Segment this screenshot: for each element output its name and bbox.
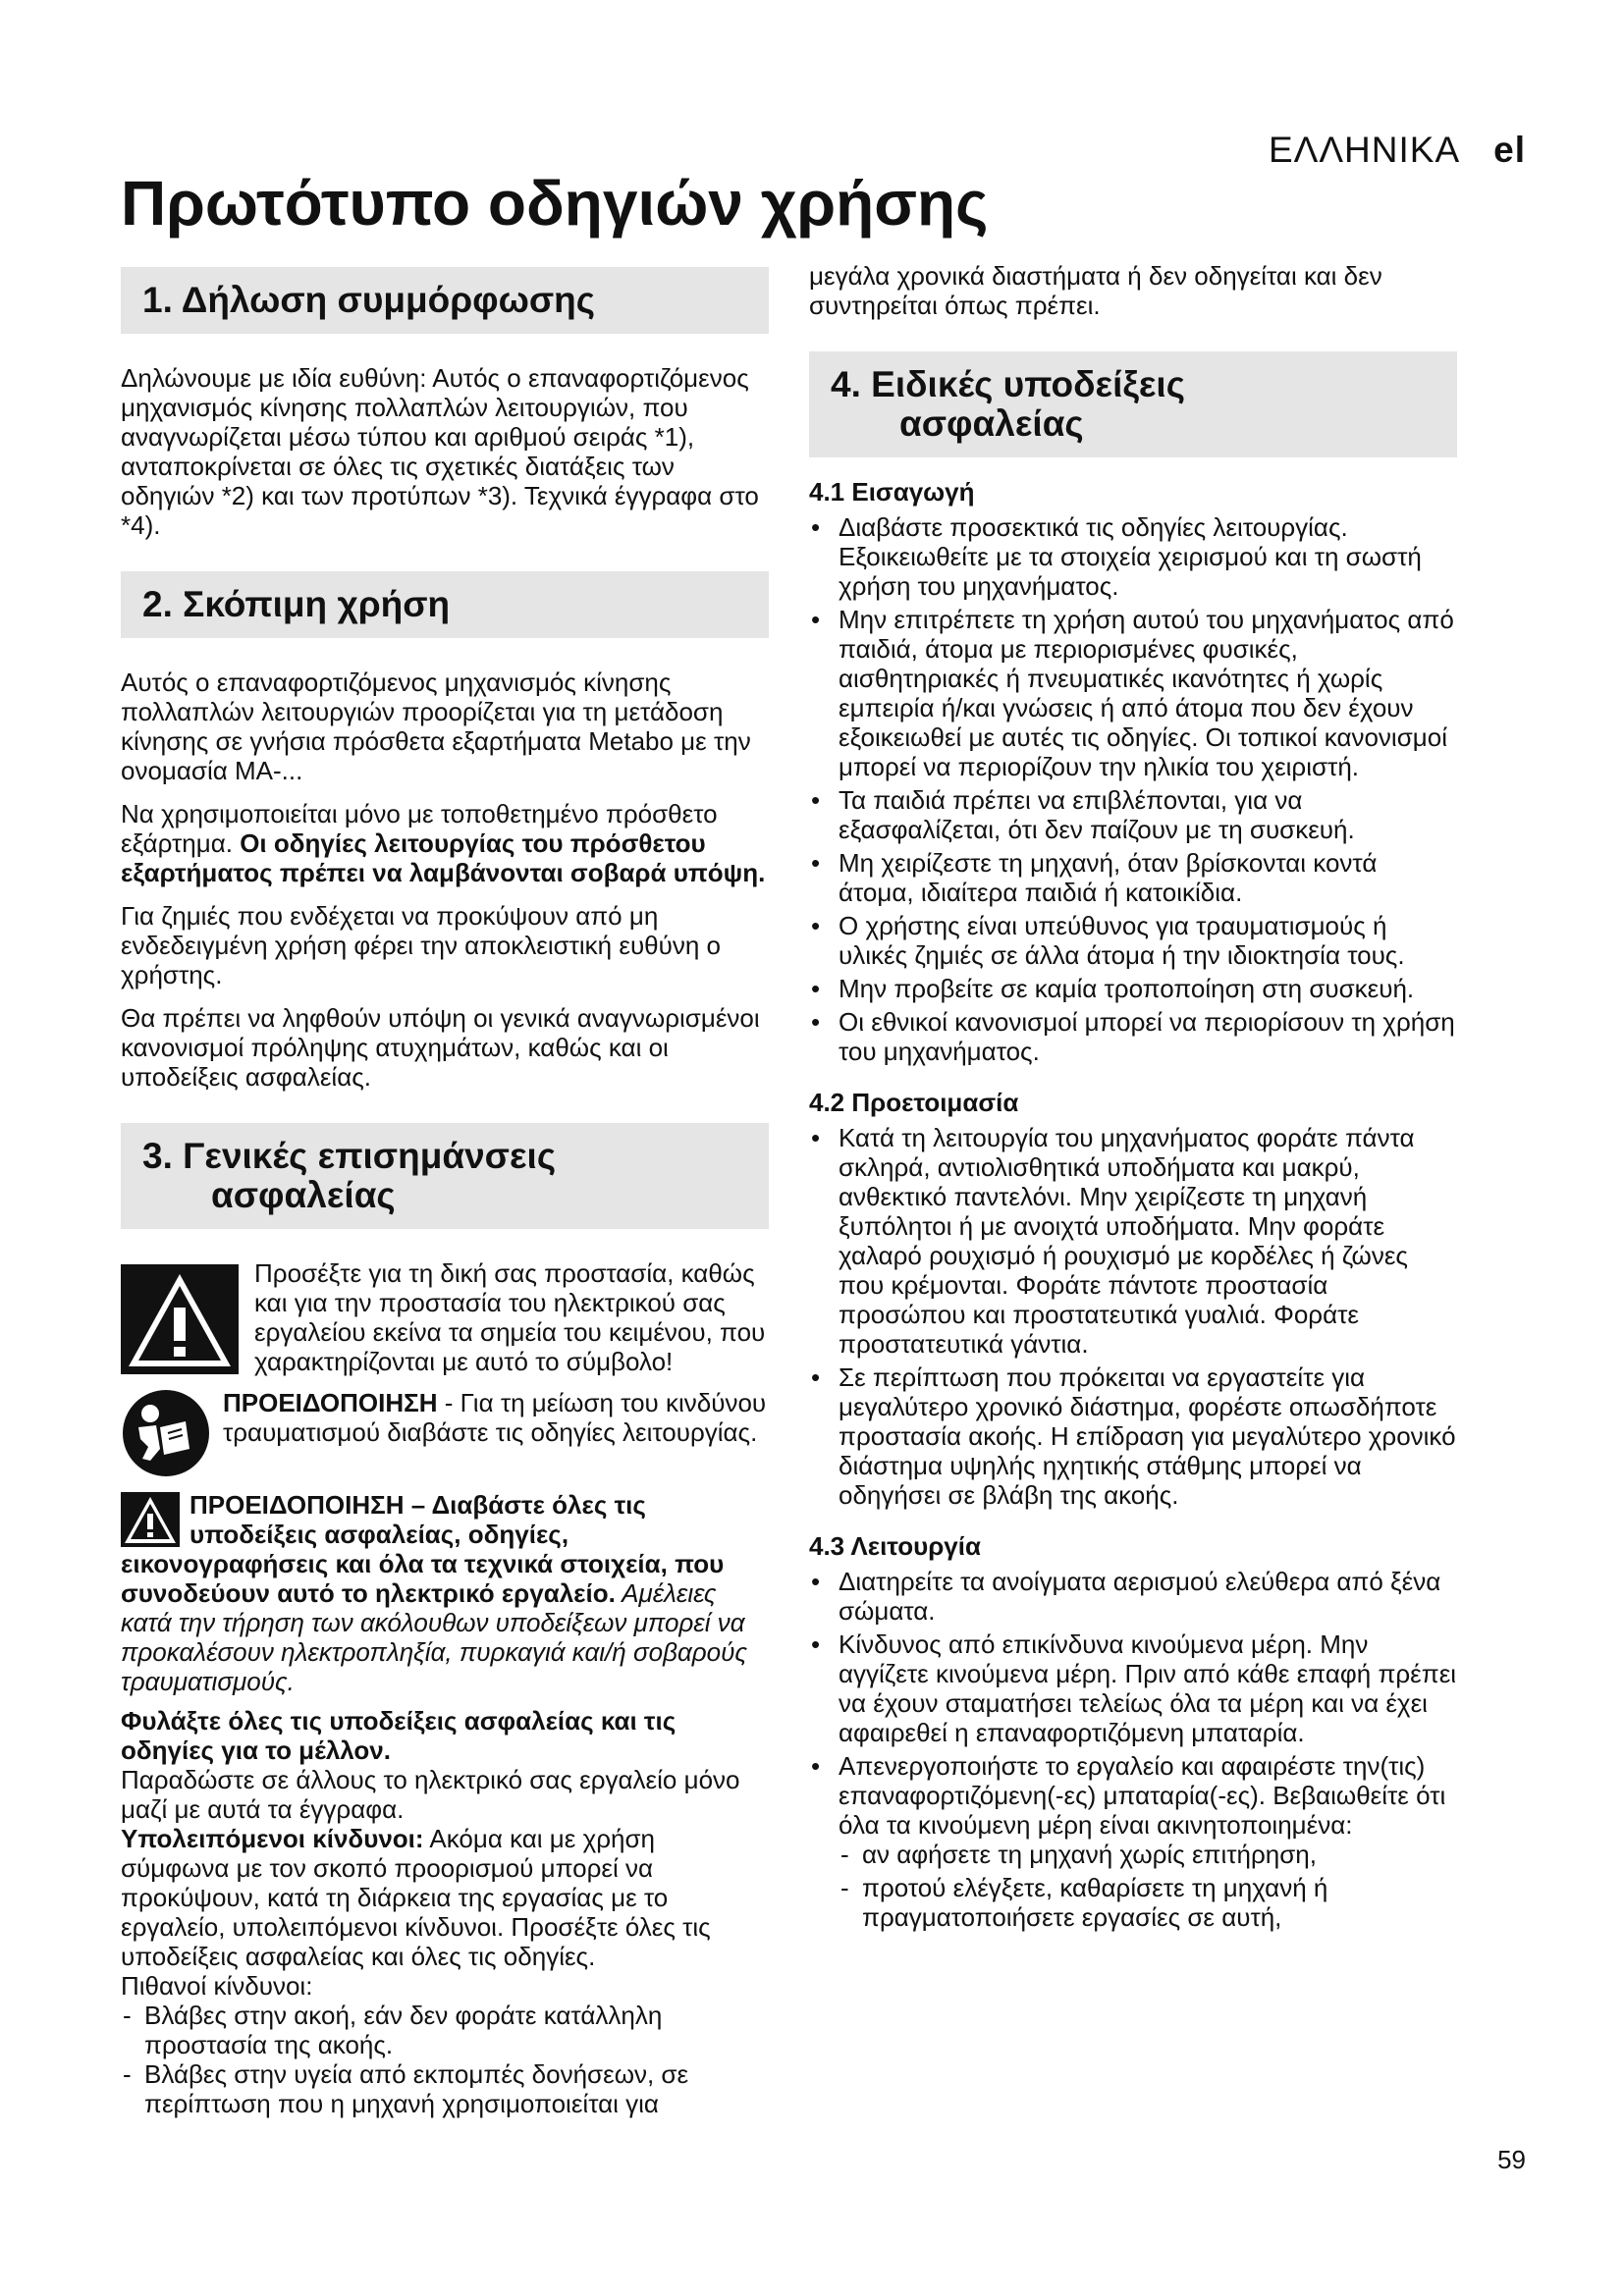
nested-list xyxy=(839,1840,1457,1932)
warning-1-label: ΠΡΟΕΙΔΟΠΟΙΗΣΗ xyxy=(223,1388,438,1417)
section-2-heading: 2. Σκόπιμη χρήση xyxy=(121,571,769,638)
list-item: • Διατηρείτε τα ανοίγματα αερισμού ελεύθερα από ξένα σώματα. xyxy=(809,1567,1457,1626)
subsection-4-1-list xyxy=(809,512,1457,1066)
warning-2-bold: ΠΡΟΕΙΔΟΠΟΙΗΣΗ – Διαβάστε όλες τις υποδείξεις ασφαλείας, οδηγίες, εικονογραφήσεις και όλα τα τεχνικά στοιχεία, που συνοδεύουν αυτό το ηλεκτρικό εργαλείο. xyxy=(121,1490,725,1608)
continued-text: μεγάλα χρονικά διαστήματα ή δεν οδηγείται και δεν συντηρείται όπως πρέπει. xyxy=(809,261,1382,320)
language-code: el xyxy=(1493,130,1526,170)
general-warning xyxy=(121,1490,769,1696)
section-4-heading xyxy=(809,351,1457,457)
keep-instructions xyxy=(121,1706,769,1824)
subsection-4-1-heading: 4.1 Εισαγωγή xyxy=(809,477,975,507)
list-item: - Βλάβες στην ακοή, εάν δεν φοράτε κατάλληλη προστασία της ακοής. xyxy=(121,2001,769,2059)
residual-risks-label: Υπολειπόμενοι κίνδυνοι: xyxy=(121,1824,424,1853)
section-2-p3: Για ζημιές που ενδέχεται να προκύψουν από μη ενδεδειγμένη χρήση φέρει την αποκλειστική ευθύνη ο χρήστης. xyxy=(121,901,721,989)
warning-2-italic: Αμέλειες κατά την τήρηση των ακόλουθων υποδείξεων μπορεί να προκαλέσουν ηλεκτροπληξία, πυρκαγιά και/ή σοβαρούς τραυματισμούς. xyxy=(121,1578,748,1696)
warning-triangle-icon xyxy=(121,1264,239,1374)
section-2-p2-normal: Να χρησιμοποιείται μόνο με τοποθετημένο πρόσθετο εξάρτημα. xyxy=(121,799,718,858)
list-item: • Κίνδυνος από επικίνδυνα κινούμενα μέρη. Μην αγγίζετε κινούμενα μέρη. Πριν από κάθε επαφή πρέπει να έχουν σταματήσει τελείως όλα τα μέρη και να έχει αφαιρεθεί η επαναφορτιζόμενη μπαταρία. xyxy=(809,1629,1457,1747)
residual-risks-text: Ακόμα και με χρήση σύμφωνα με τον σκοπό προορισμού μπορεί να προκύψουν, κατά τη διάρκεια της εργασίας με το εργαλείο, υπολειπόμενοι κίνδυνοι. Προσέξτε όλες τις υποδείξεις ασφαλείας και όλες τις οδηγίες. xyxy=(121,1824,711,1971)
list-item-text: Απενεργοποιήστε το εργαλείο και αφαιρέστε την(τις) επαναφορτιζόμενη(-ες) μπαταρία(-ες). Βεβαιωθείτε ότι όλα τα κινούμενη μέρη είναι ακινητοποιημένα: xyxy=(839,1751,1446,1840)
left-column xyxy=(121,267,769,2118)
list-item: • Μην προβείτε σε καμία τροποποίηση στη συσκευή. xyxy=(809,974,1457,1003)
list-item: • Τα παιδιά πρέπει να επιβλέπονται, για να εξασφαλίζεται, ότι δεν παίζουν με τη συσκευή. xyxy=(809,785,1457,844)
list-item xyxy=(809,1751,1457,1932)
warning-triangle-small-icon xyxy=(121,1492,180,1547)
section-4-heading-line1: 4. Ειδικές υποδείξεις xyxy=(831,364,1185,404)
section-2-p2-bold: Οι οδηγίες λειτουργίας του πρόσθετου εξαρτήματος πρέπει να λαμβάνονται σοβαρά υπόψη. xyxy=(121,828,766,887)
section-4-heading-line2: ασφαλείας xyxy=(899,403,1084,444)
nested-list-item: - προτού ελέγξετε, καθαρίσετε τη μηχανή ή πραγματοποιήσετε εργασίες σε αυτή, xyxy=(839,1873,1457,1932)
read-manual-icon xyxy=(121,1388,211,1478)
right-column xyxy=(809,261,1457,1936)
possible-dangers-label: Πιθανοί κίνδυνοι: xyxy=(121,1971,313,2001)
keep-instructions-bold: Φυλάξτε όλες τις υποδείξεις ασφαλείας και τις οδηγίες για το μέλλον. xyxy=(121,1706,677,1765)
nested-list-item: - αν αφήσετε τη μηχανή χωρίς επιτήρηση, xyxy=(839,1840,1457,1869)
read-manual-warning xyxy=(121,1388,769,1480)
section-2-p1: Αυτός ο επαναφορτιζόμενος μηχανισμός κίνησης πολλαπλών λειτουργιών προορίζεται για τη μετάδοση κίνησης σε γνήσια πρόσθετα εξαρτήματα Metabo με την ονομασία MA-... xyxy=(121,667,751,785)
section-3-heading-line1: 3. Γενικές επισημάνσεις xyxy=(142,1136,557,1176)
warning-1-text: - Για τη μείωση του κινδύνου τραυματισμού διαβάστε τις οδηγίες λειτουργίας. xyxy=(223,1388,767,1447)
symbol-notice-text: Προσέξτε για τη δική σας προστασία, καθώς και για την προστασία του ηλεκτρικού σας εργαλείου εκείνα τα σημεία του κειμένου, που χαρακτηρίζονται με αυτό το σύμβολο! xyxy=(254,1258,766,1376)
list-item: • Μη χειρίζεστε τη μηχανή, όταν βρίσκονται κοντά άτομα, ιδιαίτερα παιδιά ή κατοικίδια. xyxy=(809,848,1457,907)
residual-risks xyxy=(121,1824,769,1971)
list-item: • Διαβάστε προσεκτικά τις οδηγίες λειτουργίας. Εξοικειωθείτε με τα στοιχεία χειρισμού και τη σωστή χρήση του μηχανήματος. xyxy=(809,512,1457,601)
subsection-4-2-heading: 4.2 Προετοιμασία xyxy=(809,1088,1019,1117)
list-item: • Σε περίπτωση που πρόκειται να εργαστείτε για μεγαλύτερο χρονικό διάστημα, φορέστε οπωσδήποτε προστασία ακοής. Η επίδραση για μεγαλύτερο χρονικό διάστημα υψηλής ηχητικής στάθμης μπορεί να οδηγήσει σε βλάβη της ακοής. xyxy=(809,1362,1457,1510)
subsection-4-3-list xyxy=(809,1567,1457,1932)
list-item: • Ο χρήστης είναι υπεύθυνος για τραυματισμούς ή υλικές ζημιές σε άλλα άτομα ή την ιδιοκτησία τους. xyxy=(809,911,1457,970)
section-1-heading: 1. Δήλωση συμμόρφωσης xyxy=(121,267,769,334)
keep-instructions-text: Παραδώστε σε άλλους το ηλεκτρικό σας εργαλείο μόνο μαζί με αυτά τα έγγραφα. xyxy=(121,1765,740,1824)
section-2-p4: Θα πρέπει να ληφθούν υπόψη οι γενικά αναγνωρισμένοι κανονισμοί πρόληψης ατυχημάτων, καθώς και οι υποδείξεις ασφαλείας. xyxy=(121,1003,760,1092)
section-2-p2 xyxy=(121,799,769,887)
list-item: • Οι εθνικοί κανονισμοί μπορεί να περιορίσουν τη χρήση του μηχανήματος. xyxy=(809,1007,1457,1066)
page-title: Πρωτότυπο οδηγιών χρήσης xyxy=(121,168,989,239)
list-item: • Μην επιτρέπετε τη χρήση αυτού του μηχανήματος από παιδιά, άτομα με περιορισμένες φυσικές, αισθητηριακές ή πνευματικές ικανότητες ή χωρίς εμπειρία ή/και γνώσεις ή από άτομα που δεν έχουν εξοικειωθεί με αυτές τις οδηγίες. Οι τοπικοί κανονισμοί μπορεί να περιορίζουν την ηλικία του χειριστή. xyxy=(809,605,1457,781)
language-tag xyxy=(1269,130,1526,171)
list-item: • Κατά τη λειτουργία του μηχανήματος φοράτε πάντα σκληρά, αντιολισθητικά υποδήματα και μακρύ, ανθεκτικό παντελόνι. Μην χειρίζεστε τη μηχανή ξυπόλητοι ή με ανοιχτά υποδήματα. Μην φοράτε χαλαρό ρουχισμό ή ρουχισμό με κορδέλες ή ζώνες που κρέμονται. Φοράτε πάντοτε προστασία προσώπου και προστατευτικά γυαλιά. Φοράτε προστατευτικά γάντια. xyxy=(809,1123,1457,1359)
possible-dangers-list xyxy=(121,2001,769,2118)
symbol-notice xyxy=(121,1258,769,1378)
section-3-heading xyxy=(121,1123,769,1229)
subsection-4-3-heading: 4.3 Λειτουργία xyxy=(809,1531,981,1561)
page-number: 59 xyxy=(1497,2145,1526,2174)
subsection-4-2-list xyxy=(809,1123,1457,1510)
section-3-heading-line2: ασφαλείας xyxy=(211,1175,396,1215)
language-name: ΕΛΛΗΝΙΚΑ xyxy=(1268,130,1461,170)
list-item: - Βλάβες στην υγεία από εκπομπές δονήσεων, σε περίπτωση που η μηχανή χρησιμοποιείται για xyxy=(121,2059,769,2118)
section-1-text: Δηλώνουμε με ιδία ευθύνη: Αυτός ο επαναφορτιζόμενος μηχανισμός κίνησης πολλαπλών λειτουργιών, που αναγνωρίζεται μέσω τύπου και αριθμού σειράς *1), ανταποκρίνεται σε όλες τις σχετικές διατάξεις των οδηγιών *2) και των προτύπων *3). Τεχνικά έγγραφα στο *4). xyxy=(121,363,759,540)
